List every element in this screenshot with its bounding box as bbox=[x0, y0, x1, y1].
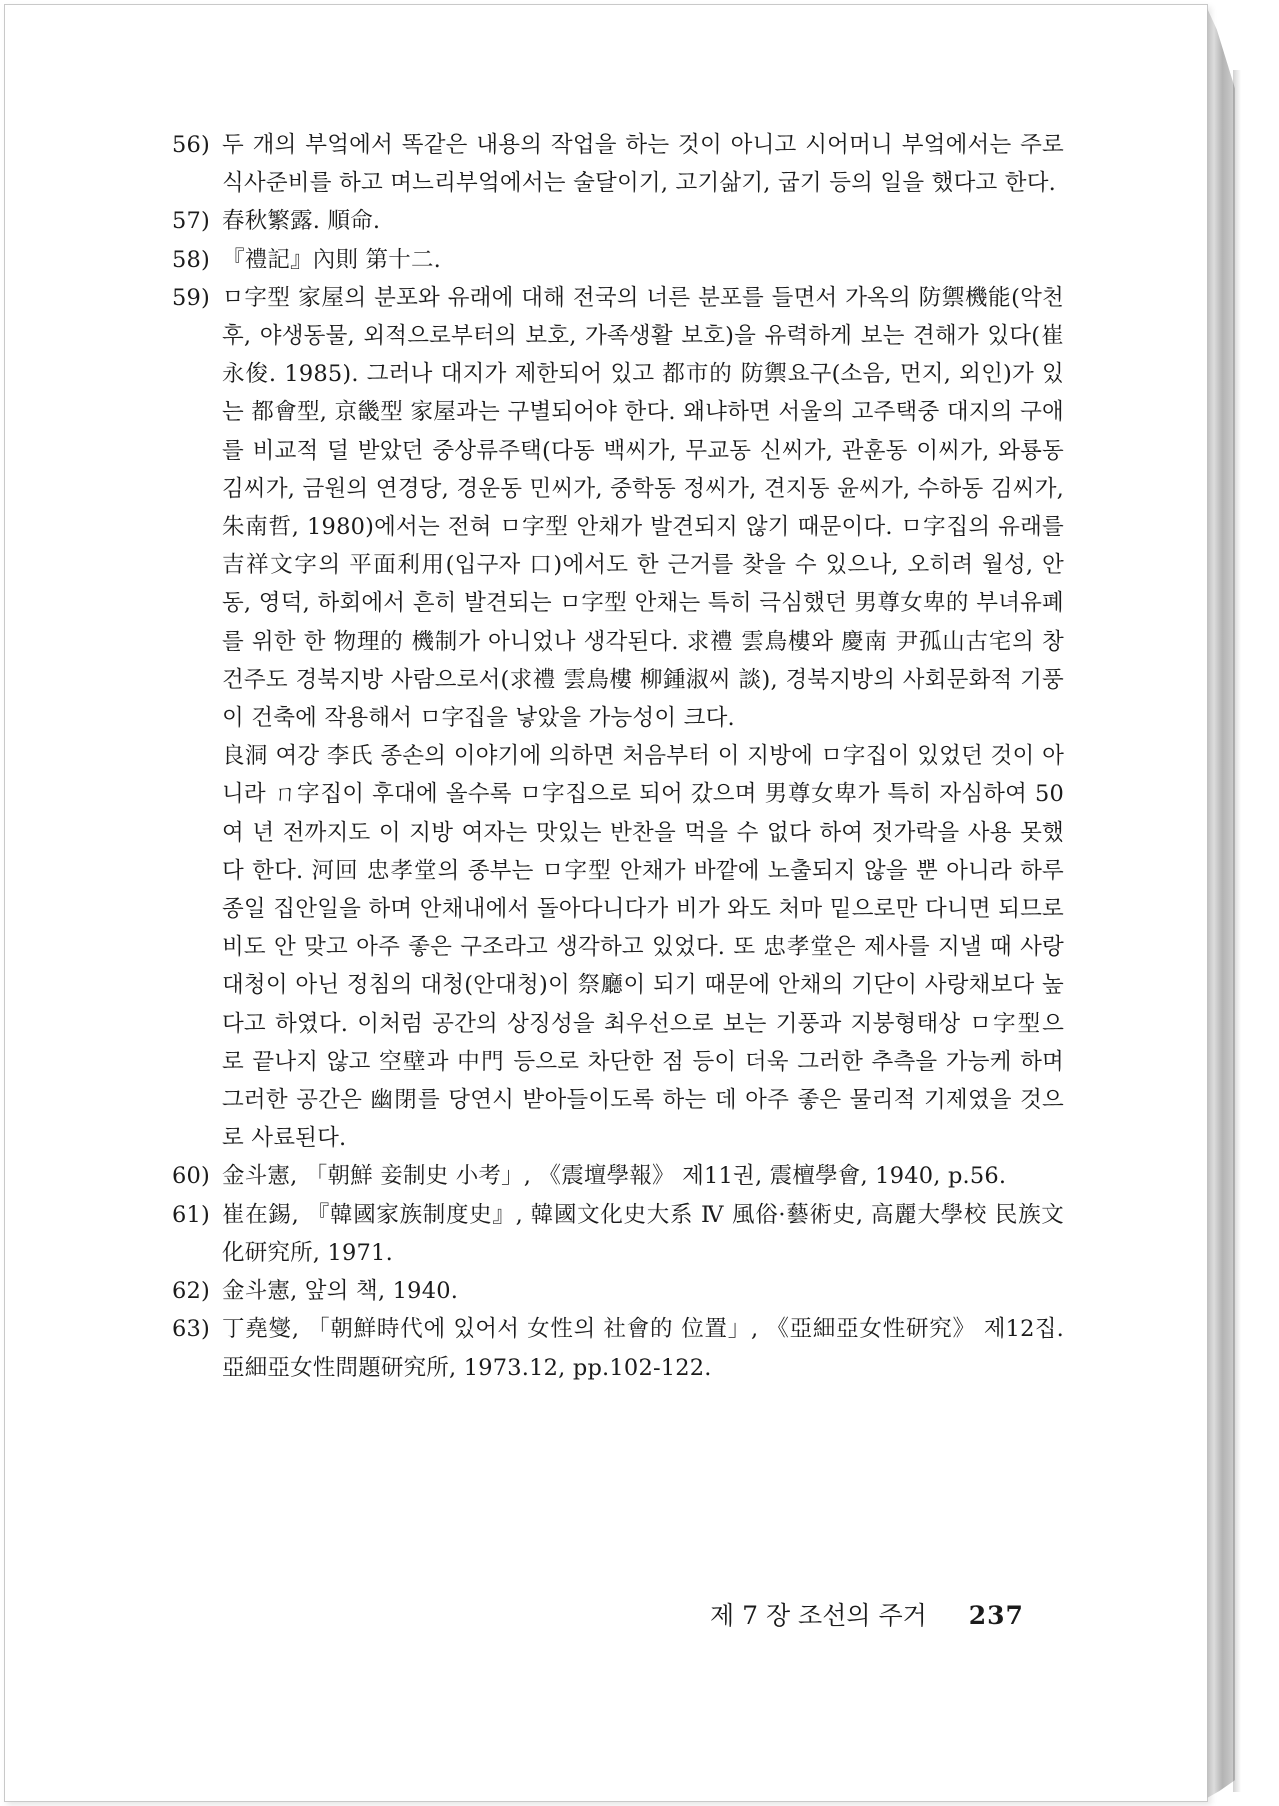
chapter-title: 제 7 장 조선의 주거 bbox=[710, 1601, 927, 1630]
note-number: 57) bbox=[172, 208, 211, 235]
note-text: 崔在錫, 『韓國家族制度史』, 韓國文化史大系 Ⅳ 風俗·藝術史, 高麗大學校 民族文化研究所, 1971. bbox=[222, 1201, 1064, 1266]
note-number: 60) bbox=[172, 1163, 211, 1190]
page-stack-edge bbox=[1207, 8, 1235, 1798]
page-edge-shadow bbox=[1233, 70, 1241, 1792]
note-text: ㅁ字型 家屋의 분포와 유래에 대해 전국의 너른 분포를 들면서 가옥의 防禦機能(악천후, 야생동물, 외적으로부터의 보호, 가족생활 보호)을 유력하게 보는 견해가 있다(崔永俊. 1985). 그러나 대지가 제한되어 있고 都市的 防禦요구(소음, 먼지, 외인)가 있는 都會型, 京畿型 家屋과는 구별되어야 한다. 왜냐하면 서울의 고주택중 대지의 구애를 비교적 덜 받았던 중상류주택(다동 백씨가, 무교동 신씨가, 관훈동 이씨가, 와룡동 김씨가, 금원의 연경당, 경운동 민씨가, 중학동 정씨가, 견지동 윤씨가, 수하동 김씨가, 朱南哲, 1980)에서는 전혀 ㅁ字型 안채가 발견되지 않기 때문이다. ㅁ字집의 유래를 吉祥文字의 平面利用(입구자 口)에서도 한 근거를 찾을 수 있으나, 오히려 월성, 안동, 영덕, 하회에서 흔히 발견되는 ㅁ字型 안채는 특히 극심했던 男尊女卑的 부녀유폐를 위한 한 物理的 機制가 아니었나 생각된다. 求禮 雲鳥樓와 慶南 尹孤山古宅의 창건주도 경북지방 사람으로서(求禮 雲鳥樓 柳鍾淑씨 談), 경북지방의 사회문화적 기풍이 건축에 작용해서 ㅁ字집을 낳았을 가능성이 크다. bbox=[222, 284, 1064, 732]
note-number: 62) bbox=[172, 1278, 211, 1305]
note-number: 61) bbox=[172, 1201, 211, 1228]
endnote-62 bbox=[172, 1272, 1064, 1310]
note-text-continued: 良洞 여강 李氏 종손의 이야기에 의하면 처음부터 이 지방에 ㅁ字집이 있었던 것이 아니라 ㄇ字집이 후대에 올수록 ㅁ字집으로 되어 갔으며 男尊女卑가 특히 자심하여 50여 년 전까지도 이 지방 여자는 맛있는 반찬을 먹을 수 없다 하여 젓가락을 사용 못했다 한다. 河回 忠孝堂의 종부는 ㅁ字型 안채가 바깥에 노출되지 않을 뿐 아니라 하루 종일 집안일을 하며 안채내에서 돌아다니다가 비가 와도 처마 밑으로만 다니면 되므로 비도 안 맞고 아주 좋은 구조라고 생각하고 있었다. 또 忠孝堂은 제사를 지낼 때 사랑대청이 아닌 정침의 대청(안대청)이 祭廳이 되기 때문에 안채의 기단이 사랑채보다 높다고 하였다. 이처럼 공간의 상징성을 최우선으로 보는 기풍과 지붕형태상 ㅁ字型으로 끝나지 않고 空壁과 中門 등으로 차단한 점 등이 더욱 그러한 추측을 가능케 하며 그러한 공간은 幽閉를 당연시 받아들이도록 하는 데 아주 좋은 물리적 기제였을 것으로 사료된다. bbox=[222, 743, 1064, 1152]
note-text: 丁堯燮, 「朝鮮時代에 있어서 女性의 社會的 位置」, 《亞細亞女性研究》 제12집. 亞細亞女性問題研究所, 1973.12, pp.102-122. bbox=[222, 1316, 1064, 1381]
note-number: 63) bbox=[172, 1316, 211, 1343]
note-number: 56) bbox=[172, 132, 211, 158]
endnote-56 bbox=[172, 126, 1064, 202]
note-number: 58) bbox=[172, 246, 211, 273]
endnote-63 bbox=[172, 1310, 1064, 1386]
note-text: 金斗憲, 「朝鮮 妾制史 小考」, 《震壇學報》 제11권, 震檀學會, 1940, p.56. bbox=[222, 1163, 1007, 1190]
page-footer bbox=[710, 1596, 1024, 1632]
note-text: 金斗憲, 앞의 책, 1940. bbox=[222, 1278, 459, 1305]
note-text: 두 개의 부엌에서 똑같은 내용의 작업을 하는 것이 아니고 시어머니 부엌에서는 주로 식사준비를 하고 며느리부엌에서는 술달이기, 고기삶기, 굽기 등의 일을 했다고 한다. bbox=[222, 132, 1064, 197]
page-number: 237 bbox=[968, 1601, 1024, 1630]
note-number: 59) bbox=[172, 284, 211, 311]
endnote-59 bbox=[172, 279, 1064, 1158]
endnotes bbox=[172, 126, 1064, 1387]
endnote-60 bbox=[172, 1157, 1064, 1195]
note-text: 春秋繁露. 順命. bbox=[222, 208, 381, 235]
endnote-58 bbox=[172, 241, 1064, 279]
endnote-61 bbox=[172, 1196, 1064, 1272]
note-text: 『禮記』內則 第十二. bbox=[222, 246, 442, 273]
endnote-57 bbox=[172, 202, 1064, 240]
